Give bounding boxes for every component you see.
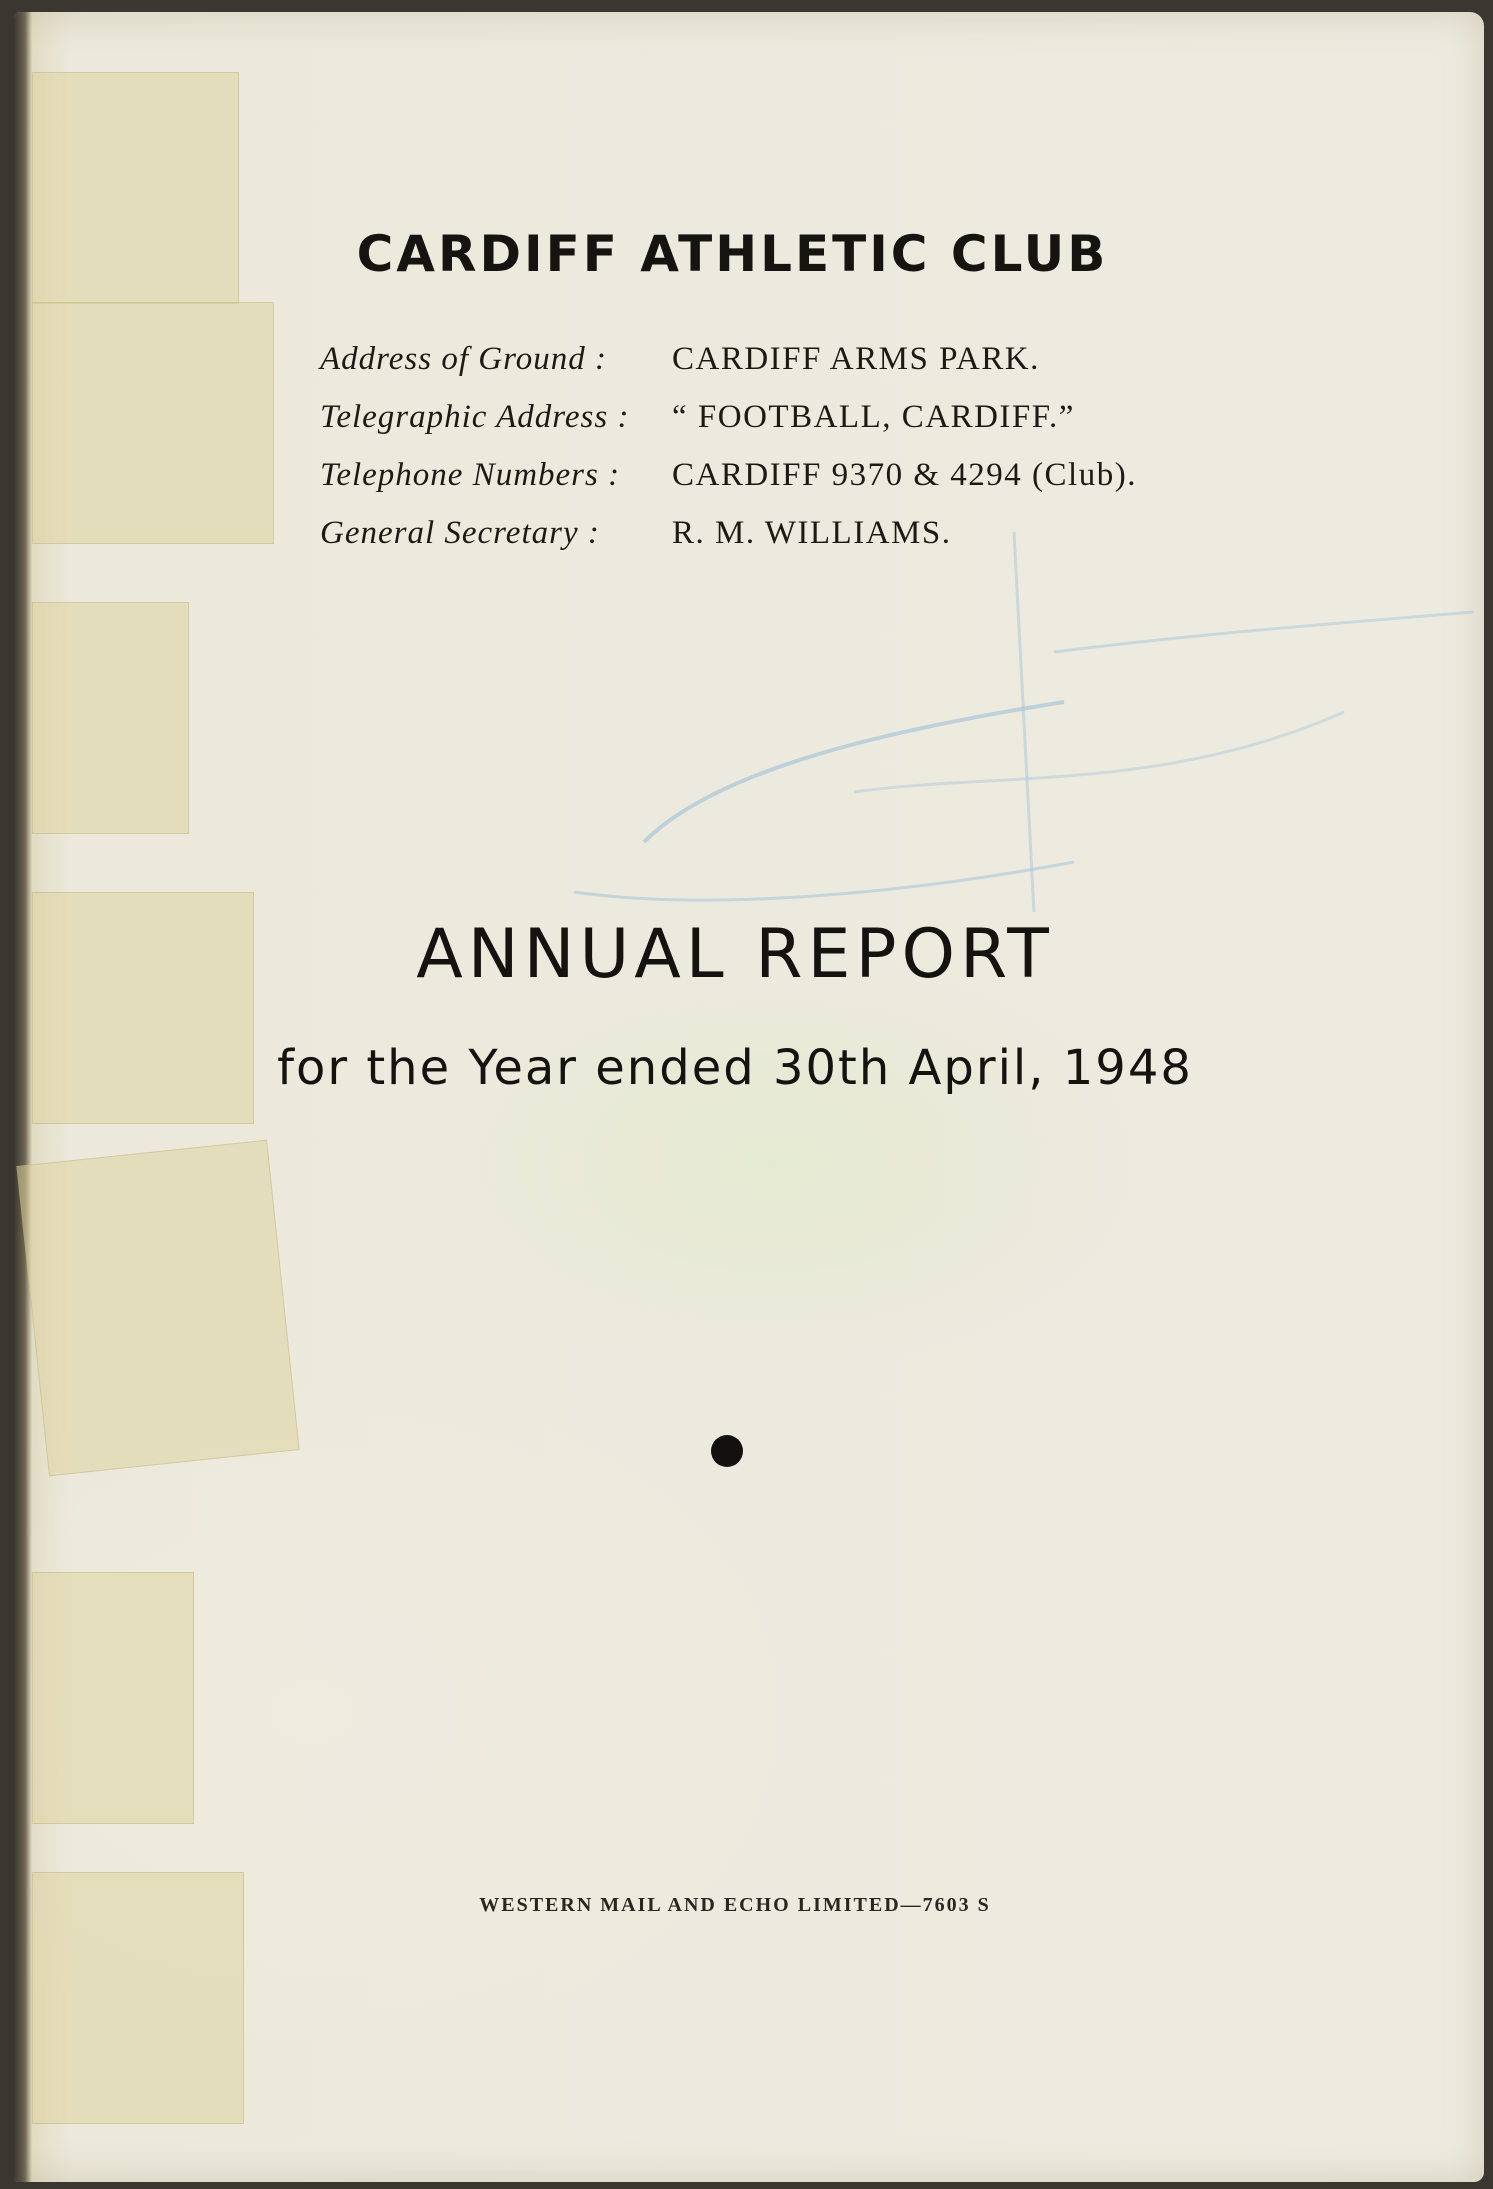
bullet-dot-icon: [711, 1435, 743, 1467]
report-subtitle: for the Year ended 30th April, 1948: [277, 1040, 1193, 1096]
detail-value: CARDIFF ARMS PARK.: [672, 340, 1040, 377]
detail-label: Telegraphic Address :: [320, 398, 630, 435]
detail-label: Telephone Numbers :: [320, 456, 621, 493]
detail-value: CARDIFF 9370 & 4294 (Club).: [672, 456, 1137, 493]
detail-row-ground: [320, 330, 1137, 388]
detail-label: General Secretary :: [320, 514, 600, 551]
detail-label: Address of Ground :: [320, 340, 607, 377]
detail-value: “ FOOTBALL, CARDIFF.”: [672, 398, 1075, 435]
report-title: ANNUAL REPORT: [416, 915, 1054, 994]
detail-row-telephone: [320, 446, 1137, 504]
club-name: CARDIFF ATHLETIC CLUB: [356, 225, 1109, 283]
club-details: [320, 330, 1137, 562]
printer-imprint: WESTERN MAIL AND ECHO LIMITED—7603 S: [479, 1894, 991, 1916]
detail-value: R. M. WILLIAMS.: [672, 514, 952, 551]
detail-row-telegraphic: [320, 388, 1137, 446]
detail-row-secretary: [320, 504, 1137, 562]
